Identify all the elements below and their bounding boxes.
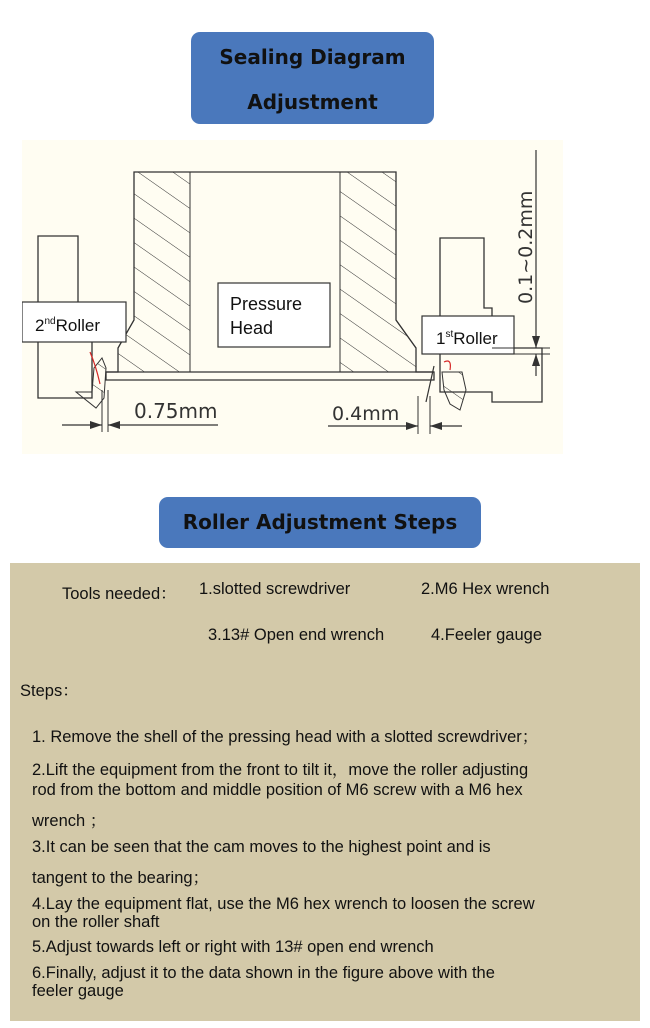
pressure-head-label-line1: Pressure xyxy=(230,294,303,314)
roller1-label: 1stRoller xyxy=(436,329,498,348)
step-line: rod from the bottom and middle position of M6 screw with a M6 hex xyxy=(32,781,523,799)
step-line: tangent to the bearing； xyxy=(32,869,210,887)
pressure-head-label-line2: Head xyxy=(230,318,274,338)
tool-1: 1.slotted screwdriver xyxy=(199,580,351,598)
diagram-title-line1: Sealing Diagram xyxy=(219,45,406,69)
tool-4: 4.Feeler gauge xyxy=(431,626,542,644)
steps-title-badge xyxy=(159,497,481,548)
step-line: 6.Finally, adjust it to the data shown in the figure above with the xyxy=(32,964,495,982)
tool-3: 3.13# Open end wrench xyxy=(208,626,385,644)
gap-left-label: 0.75mm xyxy=(134,399,218,423)
steps-panel xyxy=(10,563,640,1021)
steps-title: Roller Adjustment Steps xyxy=(182,510,458,534)
tool-2: 2.M6 Hex wrench xyxy=(421,580,550,598)
tools-label: Tools needed： xyxy=(62,585,177,603)
diagram-title-badge xyxy=(191,32,434,124)
step-line: 3.It can be seen that the cam moves to the highest point and is xyxy=(32,838,491,856)
sealing-diagram xyxy=(22,140,563,454)
gap-right-label: 0.4mm xyxy=(332,403,400,425)
step-line: 1. Remove the shell of the pressing head with a slotted screwdriver； xyxy=(32,728,539,746)
height-dim-label: 0.1~0.2mm xyxy=(515,190,537,304)
step-line: wrench ； xyxy=(32,812,107,830)
step-line: 5.Adjust towards left or right with 13# open end wrench xyxy=(32,938,434,956)
diagram-title-line2: Adjustment xyxy=(247,90,378,114)
step-line: 2.Lift the equipment from the front to tilt it，move the roller adjusting xyxy=(32,761,529,779)
step-line: on the roller shaft xyxy=(32,913,160,931)
roller2-label: 2ndRoller xyxy=(35,316,100,335)
step-line: feeler gauge xyxy=(32,982,124,1000)
step-line: 4.Lay the equipment flat, use the M6 hex wrench to loosen the screw xyxy=(32,895,535,913)
steps-label: Steps： xyxy=(20,682,79,700)
